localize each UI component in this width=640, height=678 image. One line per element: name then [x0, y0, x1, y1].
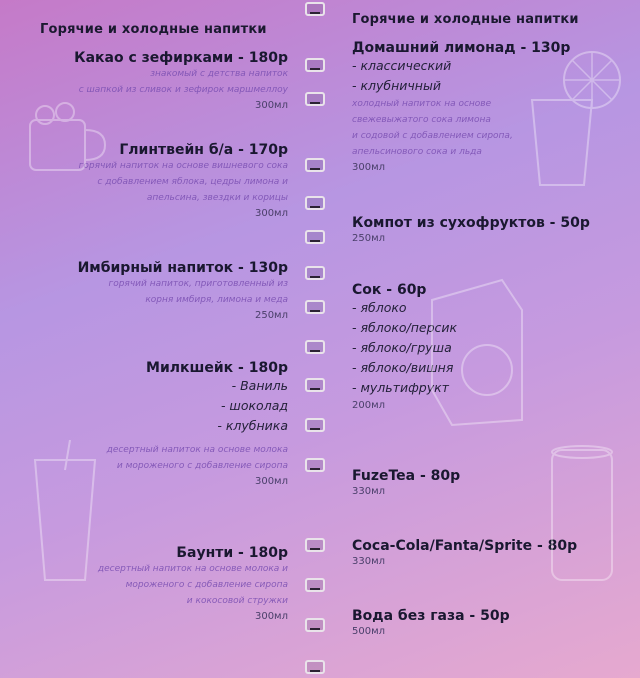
menu-item-lemonade: [352, 40, 570, 176]
left-page-header: Горячие и холодные напитки: [40, 22, 267, 37]
item-volume: 330мл: [352, 556, 386, 567]
binding-ring: [305, 158, 325, 172]
item-title: Имбирный напиток - 130р: [77, 260, 288, 276]
item-volume: 300мл: [254, 100, 288, 111]
item-option: - клубника: [217, 418, 288, 433]
item-option: - клубничный: [352, 78, 441, 93]
item-option: - яблоко/груша: [352, 340, 452, 355]
item-option: - мультифрукт: [352, 380, 449, 395]
menu-item-bounty: [98, 545, 288, 625]
glass-icon: [25, 440, 105, 590]
item-title: Глинтвейн б/а - 170р: [119, 142, 288, 158]
item-volume: 250мл: [352, 233, 386, 244]
menu-item-cocoa: [74, 50, 288, 114]
item-desc: и мороженого с добавление сиропа: [116, 461, 288, 471]
item-desc: апельсина, звездки и корицы: [146, 193, 288, 203]
menu-item-mulled-wine: [79, 142, 288, 222]
menu-item-water: [352, 608, 510, 640]
menu-item-milkshake: [107, 360, 288, 490]
item-title: Coca-Cola/Fanta/Sprite - 80р: [352, 538, 578, 554]
binding-ring: [305, 578, 325, 592]
item-title: Вода без газа - 50р: [352, 608, 510, 624]
binding-ring: [305, 196, 325, 210]
item-desc: десертный напиток на основе молока и: [97, 564, 288, 574]
item-title: Милкшейк - 180р: [146, 360, 288, 376]
item-title: Компот из сухофруктов - 50р: [352, 215, 590, 231]
item-volume: 300мл: [254, 208, 288, 219]
binding-ring: [305, 230, 325, 244]
item-volume: 200мл: [352, 400, 386, 411]
binding-ring: [305, 418, 325, 432]
left-page: [0, 0, 298, 678]
item-title: FuzeTea - 80р: [352, 468, 461, 484]
item-option: - классический: [352, 58, 452, 73]
binding-ring: [305, 538, 325, 552]
item-option: - яблоко/вишня: [352, 360, 454, 375]
binding-ring: [305, 266, 325, 280]
item-volume: 500мл: [352, 626, 386, 637]
binding-ring: [305, 618, 325, 632]
item-title: Сок - 60р: [352, 282, 427, 298]
item-desc: горячий напиток на основе вишневого сока: [78, 161, 288, 171]
menu-item-compote: [352, 215, 590, 247]
item-option: - яблоко/персик: [352, 320, 458, 335]
item-title: Баунти - 180р: [176, 545, 288, 561]
right-page-header: Горячие и холодные напитки: [352, 12, 579, 27]
item-volume: 300мл: [254, 611, 288, 622]
menu-item-soda: [352, 538, 577, 570]
binding-ring: [305, 300, 325, 314]
menu-item-ginger: [78, 260, 288, 324]
item-option: - яблоко: [352, 300, 407, 315]
item-desc: апельсинового сока и льда: [352, 147, 482, 157]
item-volume: 250мл: [254, 310, 288, 321]
item-desc: холодный напиток на основе: [352, 99, 492, 109]
item-desc: свежевыжатого сока лимона: [352, 115, 491, 125]
item-option: - Ваниль: [231, 378, 288, 393]
binding-ring: [305, 92, 325, 106]
item-desc: горячий напиток, приготовленный из: [108, 279, 288, 289]
item-desc: с шапкой из сливок и зефирок маршмеллоу: [78, 85, 288, 95]
binding-ring: [305, 2, 325, 16]
right-page: [332, 0, 640, 678]
item-desc: с добавлением яблока, цедры лимона и: [97, 177, 288, 187]
item-desc: мороженого с добавление сиропа: [125, 580, 288, 590]
item-title: Какао с зефирками - 180р: [74, 50, 288, 66]
binding-ring: [305, 340, 325, 354]
spiral-binding: [299, 0, 331, 678]
menu-item-juice: [352, 282, 457, 414]
item-volume: 330мл: [352, 486, 386, 497]
item-desc: корня имбиря, лимона и меда: [145, 295, 288, 305]
item-desc: и кокосовой стружки: [186, 596, 288, 606]
binding-ring: [305, 378, 325, 392]
binding-ring: [305, 458, 325, 472]
item-volume: 300мл: [352, 162, 386, 173]
item-desc: и содовой с добавлением сиропа,: [352, 131, 513, 141]
item-desc: десертный напиток на основе молока: [106, 445, 288, 455]
item-title: Домашний лимонад - 130р: [352, 40, 571, 56]
item-desc: знакомый с детства напиток: [150, 69, 288, 79]
item-option: - шоколад: [220, 398, 288, 413]
item-volume: 300мл: [254, 476, 288, 487]
binding-ring: [305, 58, 325, 72]
menu-item-fuzetea: [352, 468, 460, 500]
binding-ring: [305, 660, 325, 674]
